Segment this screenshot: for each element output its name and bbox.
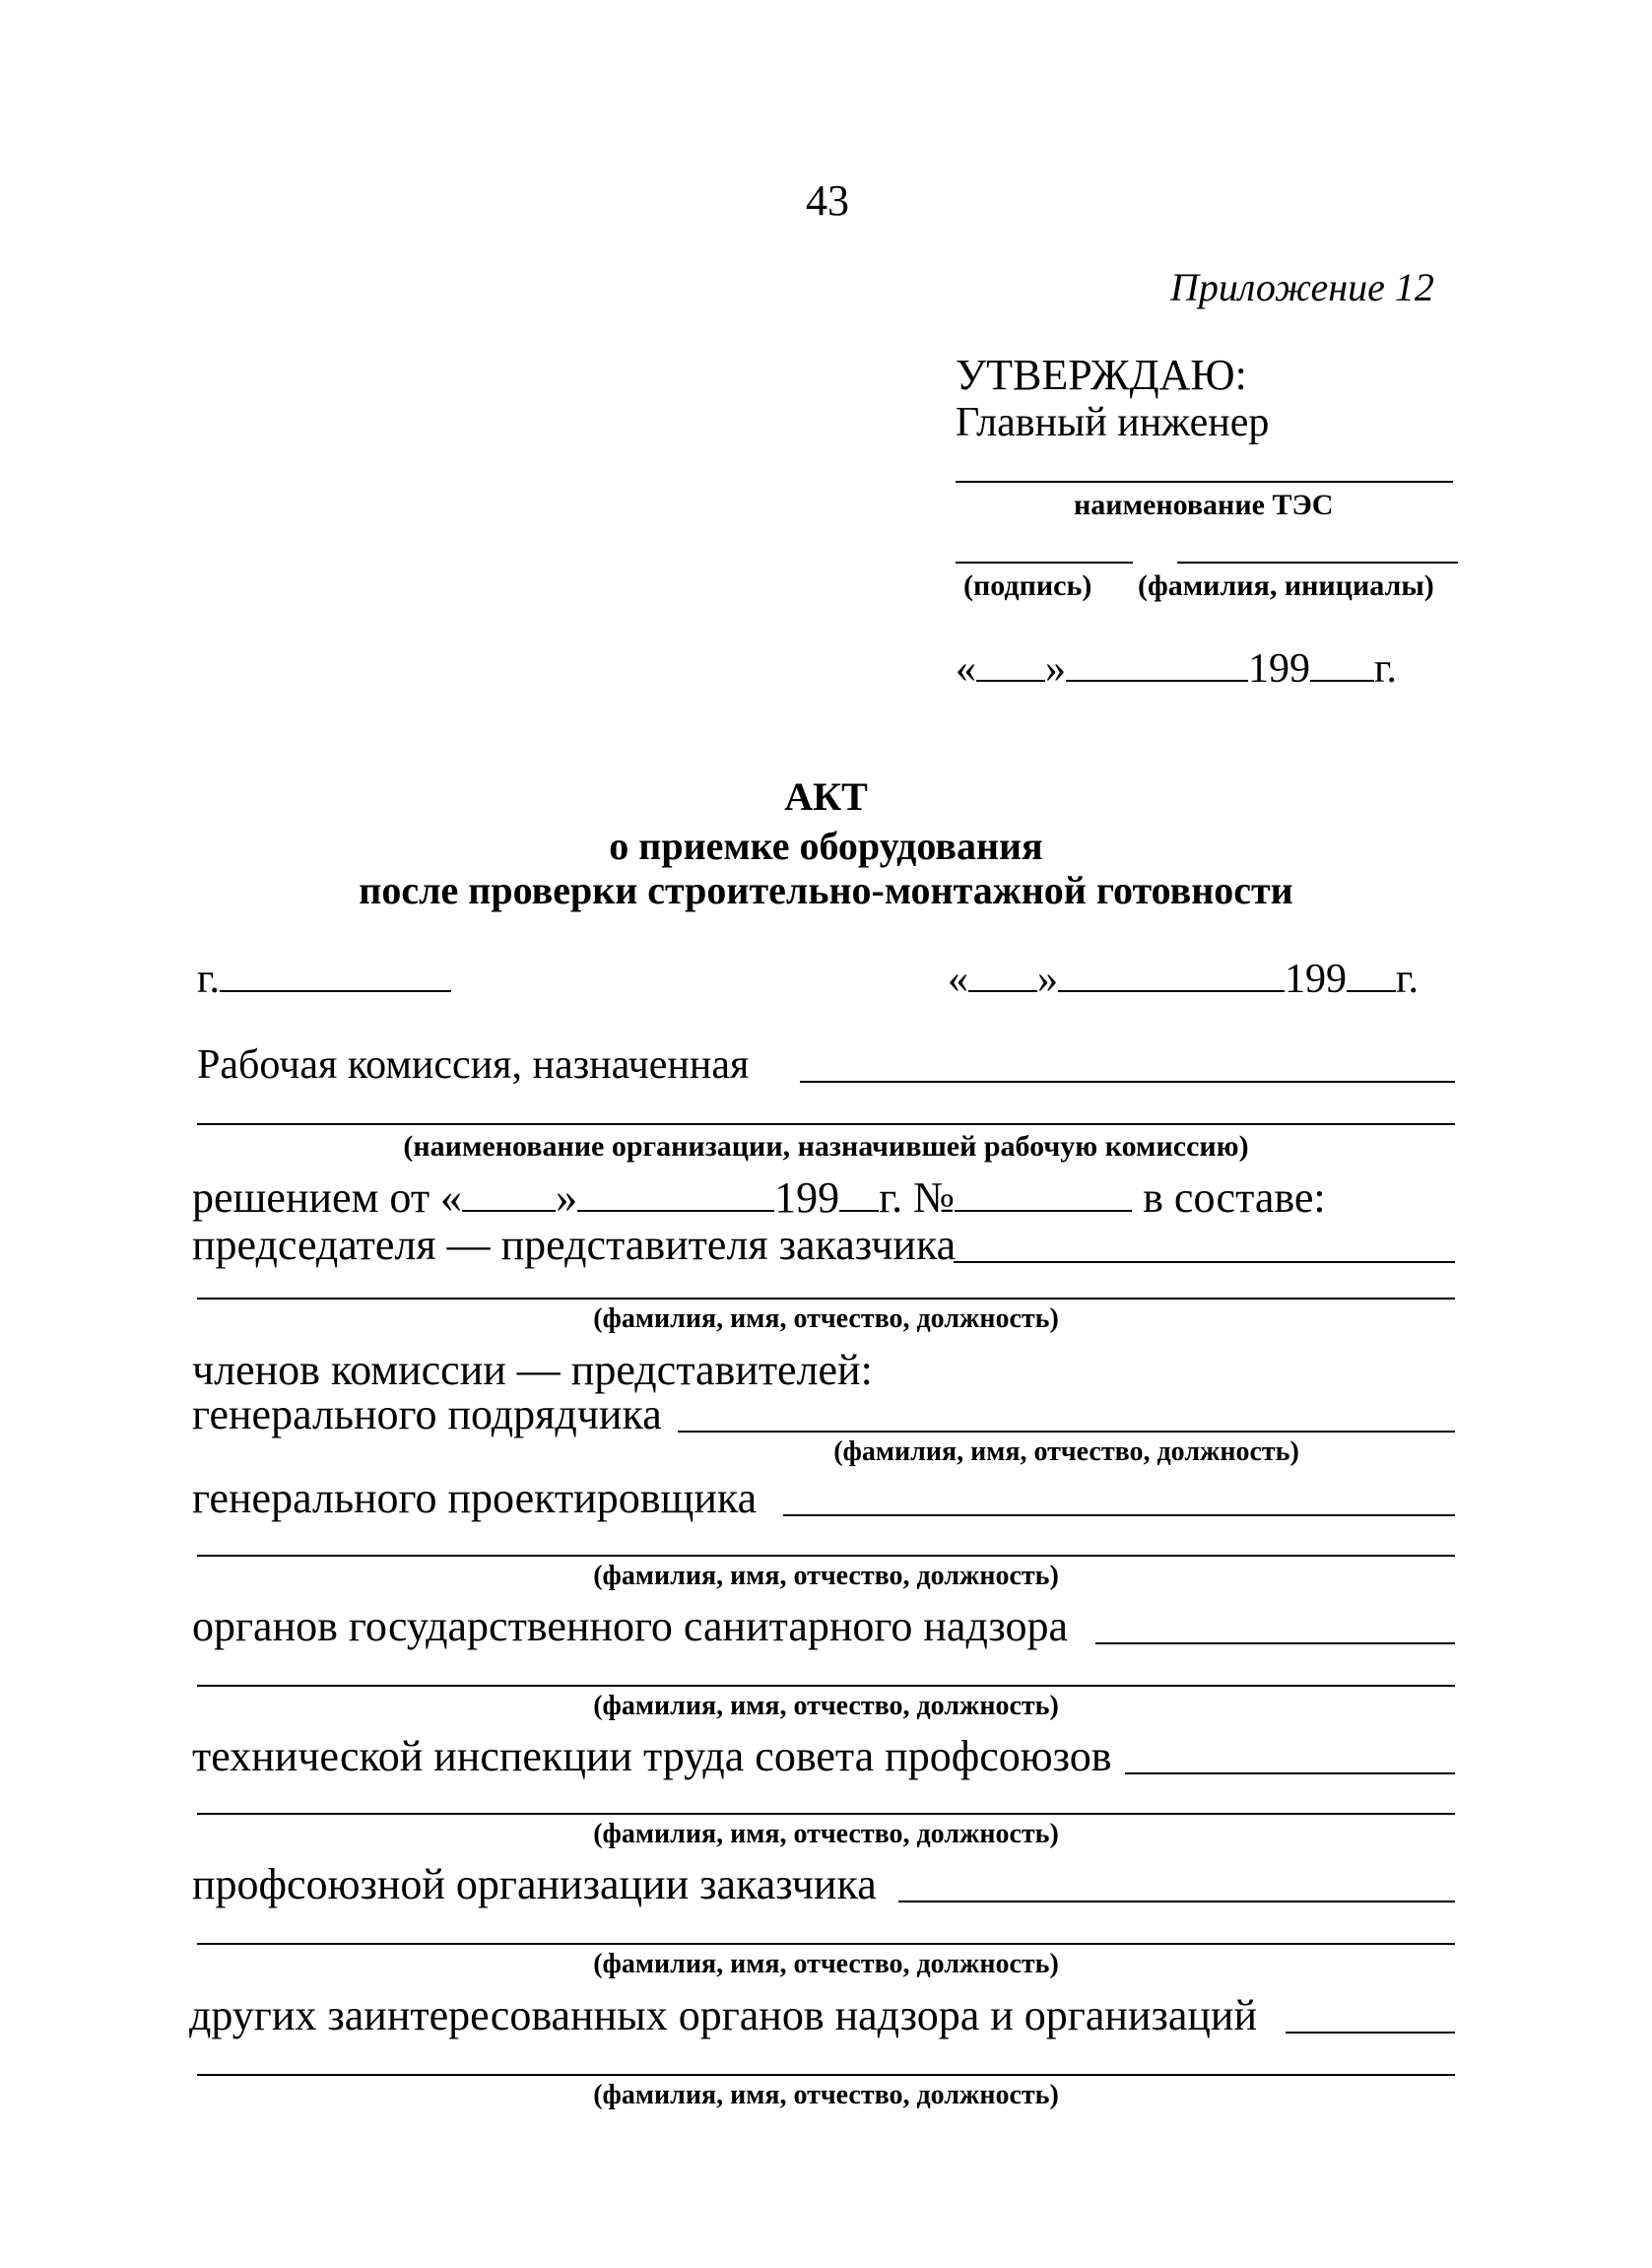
general-contractor-field[interactable] (678, 1431, 1455, 1433)
page-number: 43 (806, 176, 849, 225)
commission-field[interactable] (800, 1081, 1455, 1083)
approval-date (956, 645, 1397, 693)
decision-close: » (556, 1173, 578, 1222)
name-line[interactable] (1177, 562, 1458, 564)
city-prefix: г. (197, 957, 220, 1002)
general-designer-field[interactable] (783, 1514, 1455, 1516)
general-contractor-caption: (фамилия, имя, отчество, должность) (833, 1436, 1299, 1467)
appendix-label: Приложение 12 (1170, 265, 1434, 309)
others-caption: (фамилия, имя, отчество, должность) (593, 2080, 1059, 2110)
org-caption: (наименование организации, назначившей рабочую комиссию) (403, 1130, 1249, 1163)
decision-day-field[interactable] (462, 1176, 556, 1212)
labor-inspection-caption: (фамилия, имя, отчество, должность) (593, 1819, 1059, 1849)
members-label: членов комиссии — представителей: (192, 1346, 873, 1394)
name-caption: (фамилия, инициалы) (1138, 569, 1434, 602)
sanitary-label: органов государственного санитарного надзора (192, 1602, 1069, 1650)
city-field[interactable] (220, 957, 451, 992)
act-month-field[interactable] (1058, 957, 1285, 992)
act-date-open: « (948, 957, 968, 1002)
labor-inspection-field-2[interactable] (197, 1813, 1455, 1815)
decision-year-field[interactable] (839, 1176, 879, 1212)
general-designer-caption: (фамилия, имя, отчество, должность) (593, 1561, 1059, 1591)
trade-union-field-2[interactable] (197, 1943, 1455, 1945)
others-label: других заинтересованных органов надзора и организаций (189, 1991, 1258, 2039)
city-row (197, 956, 451, 1003)
others-field[interactable] (1286, 2032, 1455, 2034)
decision-number-field[interactable] (955, 1176, 1132, 1212)
signature-caption: (подпись) (963, 569, 1092, 602)
approval-year: 199 (1248, 646, 1310, 692)
act-year: 199 (1285, 957, 1347, 1002)
approval-heading: УТВЕРЖДАЮ: (956, 351, 1247, 399)
plant-name-line[interactable] (956, 481, 1453, 483)
general-contractor-label: генерального подрядчика (192, 1390, 662, 1438)
chairman-field[interactable] (954, 1261, 1455, 1263)
commission-field-2[interactable] (197, 1123, 1455, 1125)
approval-month-field[interactable] (1066, 646, 1248, 682)
act-subtitle: о приемке оборудования (609, 824, 1043, 868)
sanitary-caption: (фамилия, имя, отчество, должность) (593, 1691, 1059, 1721)
decision-prefix: решением от « (192, 1173, 463, 1222)
decision-number-label: г. № (879, 1173, 956, 1222)
decision-suffix: в составе: (1143, 1173, 1326, 1222)
approval-day-field[interactable] (976, 646, 1045, 682)
trade-union-field[interactable] (898, 1901, 1455, 1902)
act-day-field[interactable] (968, 957, 1037, 992)
sanitary-field[interactable] (1095, 1642, 1455, 1644)
decision-month-field[interactable] (577, 1176, 774, 1212)
labor-inspection-field[interactable] (1125, 1772, 1455, 1774)
general-designer-field-2[interactable] (197, 1555, 1455, 1557)
act-date-close: » (1037, 957, 1058, 1002)
commission-label: Рабочая комиссия, назначенная (197, 1042, 750, 1088)
general-designer-label: генерального проектировщика (192, 1474, 758, 1522)
act-date (948, 956, 1419, 1003)
act-year-suffix: г. (1396, 957, 1419, 1002)
approval-date-open: « (956, 646, 976, 692)
trade-union-caption: (фамилия, имя, отчество, должность) (593, 1949, 1059, 1979)
approval-year-field[interactable] (1310, 646, 1374, 682)
trade-union-label: профсоюзной организации заказчика (192, 1860, 877, 1908)
decision-row (192, 1172, 1326, 1223)
approval-year-suffix: г. (1374, 646, 1397, 692)
chairman-label: председателя — представителя заказчика (192, 1221, 957, 1269)
approval-date-close: » (1045, 646, 1066, 692)
chairman-caption: (фамилия, имя, отчество, должность) (593, 1303, 1059, 1334)
act-title: АКТ (784, 774, 868, 819)
chairman-field-2[interactable] (197, 1298, 1455, 1300)
signature-line[interactable] (956, 562, 1133, 564)
others-field-2[interactable] (197, 2074, 1455, 2076)
sanitary-field-2[interactable] (197, 1685, 1455, 1687)
labor-inspection-label: технической инспекции труда совета профсоюзов (192, 1732, 1112, 1780)
act-subtitle-2: после проверки строительно-монтажной готовности (359, 868, 1293, 912)
decision-year: 199 (774, 1173, 840, 1222)
approval-position: Главный инженер (956, 400, 1270, 445)
act-year-field[interactable] (1347, 957, 1396, 992)
plant-caption: наименование ТЭС (1074, 489, 1334, 521)
